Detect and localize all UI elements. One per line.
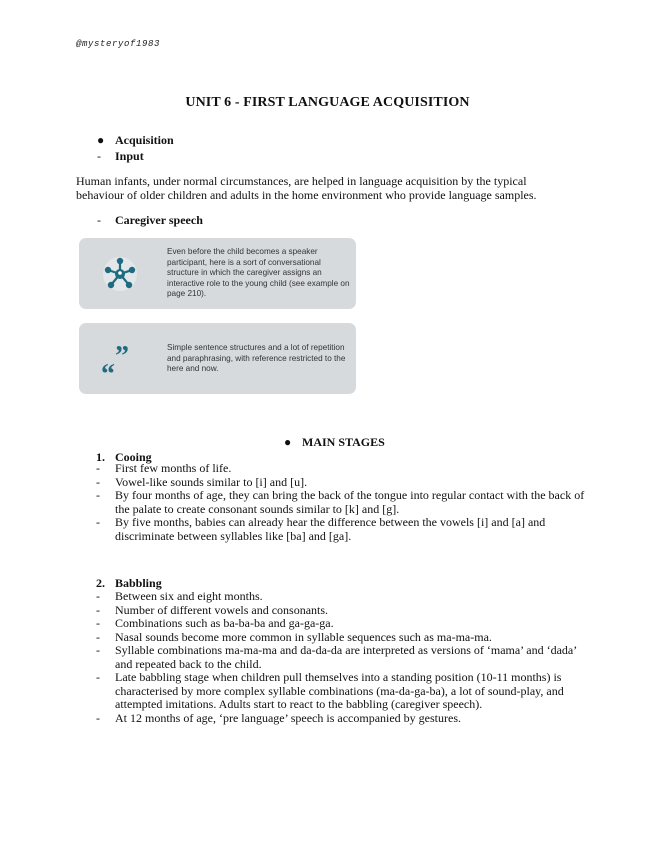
main-stages-heading: MAIN STAGES xyxy=(302,435,385,449)
watermark: @mysteryof1983 xyxy=(76,39,161,49)
list-item: - First few months of life. xyxy=(96,461,232,475)
page-title: UNIT 6 - FIRST LANGUAGE ACQUISITION xyxy=(185,95,470,110)
topic-input: Input xyxy=(115,149,144,163)
list-item: - Combinations such as ba-ba-ba and ga-ga-ga. xyxy=(96,616,334,630)
stage-1-number: 1. xyxy=(96,450,105,464)
list-item: - At 12 months of age, ‘pre language’ speech is accompanied by gestures. xyxy=(96,710,461,725)
svg-text:”: ” xyxy=(115,341,129,372)
topic-acquisition: Acquisition xyxy=(115,133,174,147)
dash-marker: - xyxy=(97,149,101,163)
stage-2-number: 2. xyxy=(96,576,105,590)
svg-text:“: “ xyxy=(101,359,115,379)
quote-icon xyxy=(100,339,140,379)
list-item: - Between six and eight months. xyxy=(96,589,263,603)
list-item: - Vowel-like sounds similar to [i] and [u]. xyxy=(96,474,308,489)
list-item: - By four months of age, they can bring the back of the tongue into regular contact with the back of the palate to create consonant sounds similar to [k] and [g]. xyxy=(96,488,585,516)
caregiver-card-1-text: Even before the child becomes a speaker participant, here is a sort of conversational structure in which the caregiver assigns an interactive role to the young child (see example on page 210). xyxy=(167,247,350,299)
intro-paragraph: Human infants, under normal circumstances, are helped in language acquisition by the typical behaviour of older children and adults in the home environment who provide language samples. xyxy=(76,174,537,202)
caregiver-heading: Caregiver speech xyxy=(115,213,203,227)
stage-1-title: Cooing xyxy=(115,450,152,464)
network-icon xyxy=(100,254,140,294)
dash-marker: - xyxy=(97,213,101,227)
list-item: - By five months, babies can already hear the difference between the vowels [i] and [a] and discriminate between syllables like [ba] and [ga]. xyxy=(96,515,546,543)
caregiver-card-1 xyxy=(79,238,356,309)
list-item: - Syllable combinations ma-ma-ma and da-da-da are interpreted as versions of ‘mama’ and ‘dada’ and repeated back to the child. xyxy=(96,643,577,671)
caregiver-card-2 xyxy=(79,323,356,394)
caregiver-card-2-text: Simple sentence structures and a lot of repetition and paraphrasing, with reference restricted to the here and now. xyxy=(167,343,346,374)
list-item: - Number of different vowels and consonants. xyxy=(96,602,329,617)
stage-1-points xyxy=(96,462,586,543)
list-item: - Nasal sounds become more common in syllable sequences such as ma-ma-ma. xyxy=(96,629,492,644)
stage-2-title: Babbling xyxy=(115,576,162,590)
stage-2-points xyxy=(96,590,586,725)
bullet-icon: ● xyxy=(97,133,105,147)
bullet-icon: ● xyxy=(284,435,292,449)
list-item: - Late babbling stage when children pull themselves into a standing position (10-11 months) is characterised by more complex syllable combinations (ma-da-ga-ba), a lot of sound-play, and attempted imitations. Adults start to react to the babbling (caregiver speech). xyxy=(96,670,564,711)
